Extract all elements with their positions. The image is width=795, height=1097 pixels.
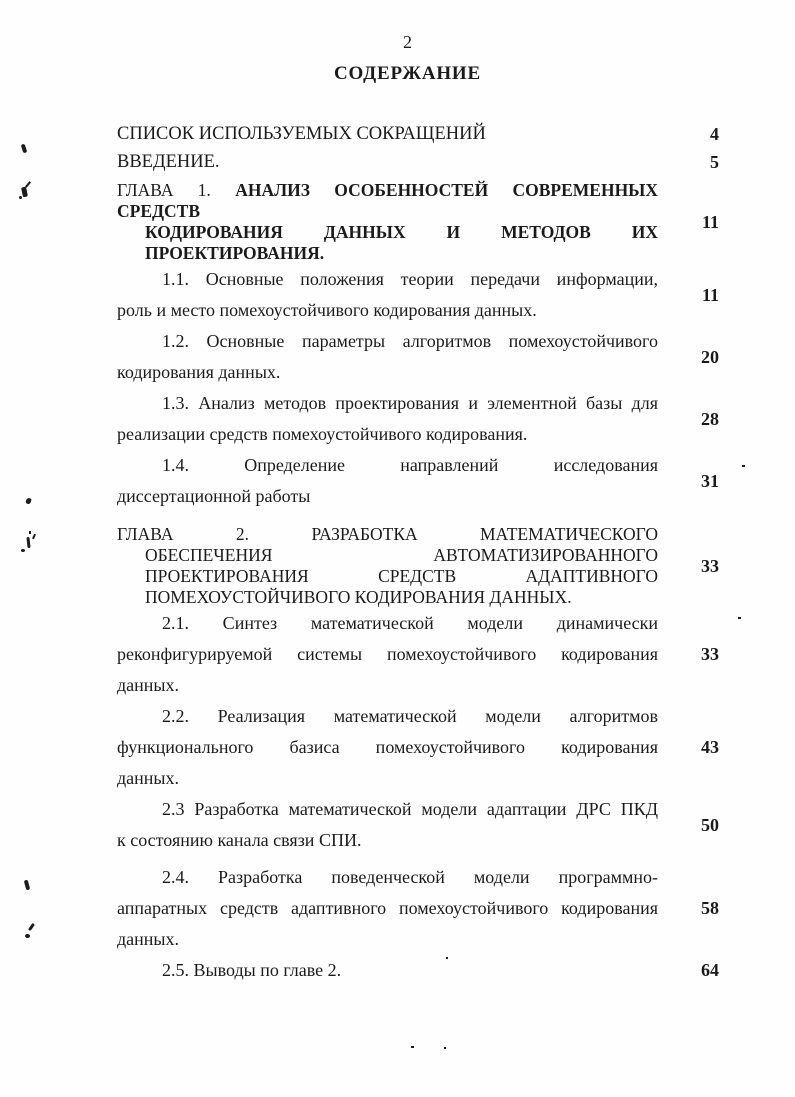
toc-page-number: 43 — [701, 737, 719, 757]
chapter-1-title-line-1: АНАЛИЗ ОСОБЕННОСТЕЙ СОВРЕМЕННЫХ СРЕДСТВ — [117, 180, 659, 221]
toc-page-number: 4 — [710, 123, 719, 144]
toc-page-number: 33 — [701, 555, 719, 576]
toc-entry-line: к состоянию канала связи СПИ. — [117, 830, 362, 850]
chapter-2-title-line-3: ПРОЕКТИРОВАНИЯ СРЕДСТВ АДАПТИВНОГО — [145, 566, 658, 586]
page-header — [20, 30, 795, 87]
toc-entry-1-4 — [117, 450, 721, 512]
toc-page-number: 33 — [701, 644, 719, 664]
toc-entry-line: реконфигурируемой системы помехоустойчивого кодирования — [117, 644, 658, 664]
toc-entry-introduction — [117, 148, 721, 176]
toc-entry-line: 1.4. Определение направлений исследования — [162, 455, 658, 475]
toc-entry-line: функционального базиса помехоустойчивого кодирования — [117, 737, 658, 757]
toc-entry-line: 2.4. Разработка поведенческой модели программно- — [162, 867, 658, 887]
toc-page-number: 64 — [701, 960, 719, 980]
ink-speck — [738, 617, 741, 619]
ink-speck — [444, 1047, 446, 1049]
toc-entry-line: данных. — [117, 675, 180, 695]
toc-entry-2-2 — [117, 701, 721, 794]
chapter-1-title-line-2: КОДИРОВАНИЯ ДАННЫХ И МЕТОДОВ ИХ — [145, 222, 658, 242]
ink-speck — [29, 531, 31, 534]
toc-entry-1-2 — [117, 326, 721, 388]
toc-entry-2-3 — [117, 794, 721, 856]
toc-page-number: 11 — [701, 211, 719, 232]
toc-entry-line — [117, 180, 658, 222]
chapter-2-title-line-4: ПОМЕХОУСТОЙЧИВОГО КОДИРОВАНИЯ ДАННЫХ. — [145, 587, 572, 607]
toc-page-number: 5 — [710, 151, 719, 172]
toc-entry-chapter-1 — [117, 180, 721, 264]
toc-entry-line: реализации средств помехоустойчивого кодирования. — [117, 424, 528, 444]
table-of-contents — [117, 120, 721, 986]
toc-entry-2-5 — [117, 955, 721, 986]
toc-entry-chapter-2 — [117, 524, 721, 608]
toc-entry-line: 1.3. Анализ методов проектирования и элементной базы для — [162, 393, 658, 413]
toc-entry-label: ВВЕДЕНИЕ. — [117, 152, 220, 172]
toc-page-number: 58 — [701, 898, 719, 918]
ink-speck — [21, 144, 28, 154]
toc-entry-1-1 — [117, 264, 721, 326]
chapter-1-title-line-3: ПРОЕКТИРОВАНИЯ. — [145, 243, 325, 263]
ink-speck — [25, 497, 32, 504]
ink-speck — [25, 934, 30, 938]
chapter-1-prefix: ГЛАВА 1. — [117, 180, 211, 200]
toc-entry-line: 2.5. Выводы по главе 2. — [162, 960, 342, 980]
toc-entry-line: диссертационной работы — [117, 486, 311, 506]
ink-speck — [411, 1046, 414, 1048]
ink-speck — [24, 880, 30, 891]
ink-speck — [21, 187, 28, 198]
toc-entry-label: СПИСОК ИСПОЛЬЗУЕМЫХ СОКРАЩЕНИЙ — [117, 124, 486, 144]
page-number: 2 — [403, 32, 412, 52]
toc-page-number: 20 — [701, 346, 719, 367]
toc-entry-line: 1.1. Основные положения теории передачи информации, — [162, 269, 658, 289]
toc-entry-1-3 — [117, 388, 721, 450]
chapter-2-title-line-1: ГЛАВА 2. РАЗРАБОТКА МАТЕМАТИЧЕСКОГО — [117, 524, 658, 544]
toc-entry-line: аппаратных средств адаптивного помехоустойчивого кодирования — [117, 898, 658, 918]
toc-page-number: 11 — [701, 284, 719, 305]
ink-speck — [446, 957, 448, 959]
toc-page-number: 31 — [701, 470, 719, 491]
toc-entry-abbreviations — [117, 120, 721, 148]
ink-speck — [21, 549, 25, 552]
toc-entry-2-4 — [117, 862, 721, 955]
ink-speck — [19, 196, 22, 199]
toc-entry-2-1 — [117, 608, 721, 701]
chapter-2-title-line-2: ОБЕСПЕЧЕНИЯ АВТОМАТИЗИРОВАННОГО — [145, 545, 658, 565]
toc-page-number: 28 — [701, 408, 719, 429]
ink-speck — [742, 465, 745, 467]
toc-entry-line: роль и место помехоустойчивого кодирования данных. — [117, 300, 537, 320]
toc-entry-line: 2.2. Реализация математической модели алгоритмов — [162, 706, 658, 726]
toc-entry-line: данных. — [117, 768, 180, 788]
toc-entry-line: кодирования данных. — [117, 362, 281, 382]
toc-page-number: 50 — [701, 814, 719, 835]
toc-entry-line: данных. — [117, 929, 180, 949]
ink-speck — [32, 534, 36, 539]
toc-entry-line: 2.3 Разработка математической модели адаптации ДРС ПКД — [162, 799, 658, 819]
toc-entry-line: 2.1. Синтез математической модели динамически — [162, 613, 658, 633]
ink-speck — [26, 537, 30, 548]
ink-speck — [28, 923, 35, 931]
toc-entry-line: 1.2. Основные параметры алгоритмов помехоустойчивого — [162, 331, 658, 351]
page-title: СОДЕРЖАНИЕ — [334, 63, 481, 84]
